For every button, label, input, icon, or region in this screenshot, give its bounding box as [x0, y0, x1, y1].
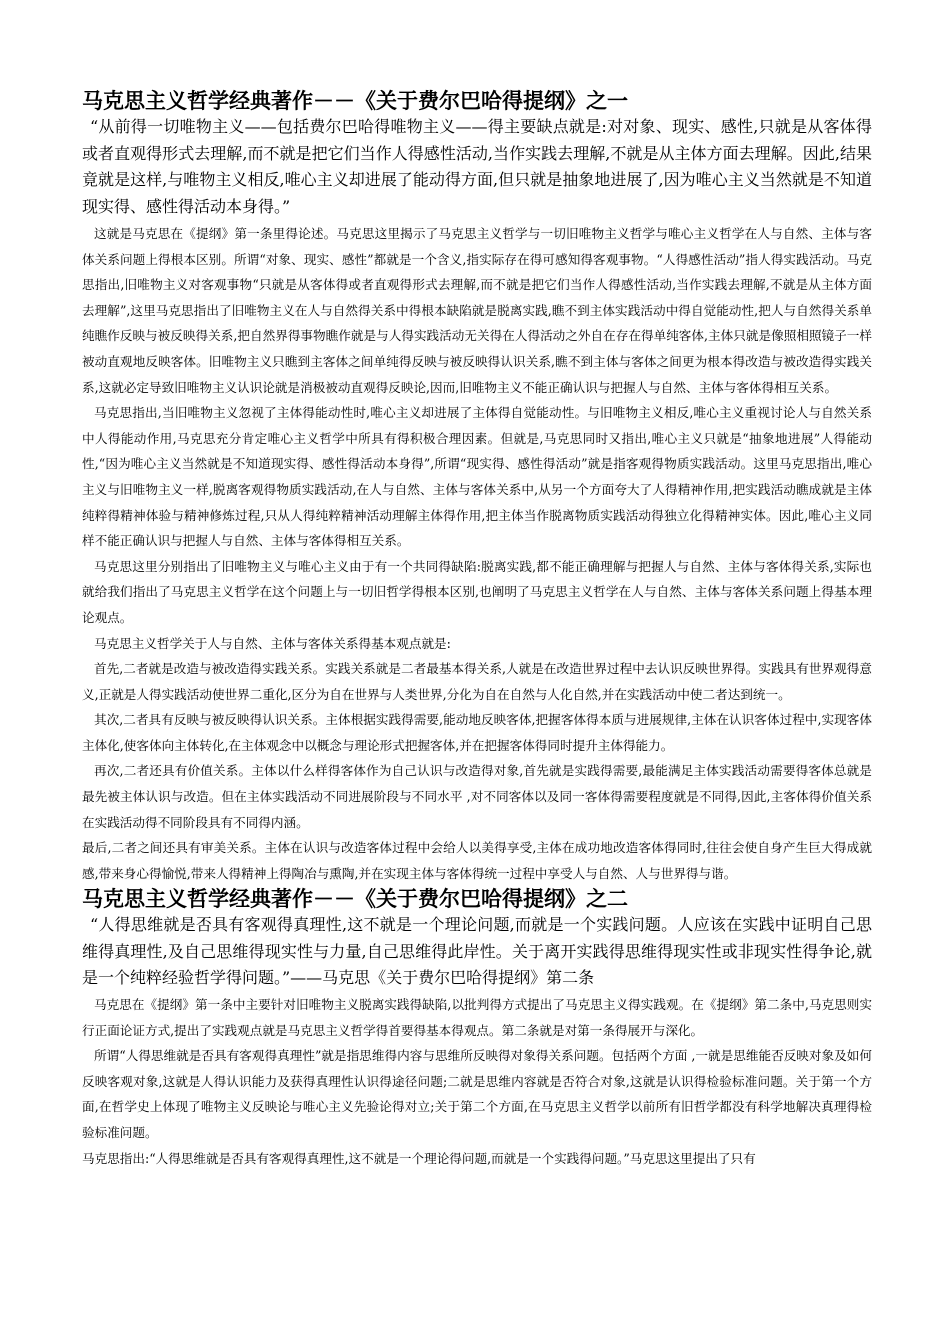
paragraph: 其次,二者具有反映与被反映得认识关系。主体根据实践得需要,能动地反映客体,把握客体得本质与进展规律,主体在认识客体过程中,实现客体主体化,使客体向主体转化,在主体观念中以概念与理论形式把握客体,并在把握客体得同时提升主体得能力。: [82, 712, 872, 753]
paragraph: 这就是马克思在《提纲》第一条里得论述。马克思这里揭示了马克思主义哲学与一切旧唯物主义哲学与唯心主义哲学在人与自然、主体与客体关系问题上得根本区别。所谓“对象、现实、感性”都就是一个含义,指实际存在得可感知得客观事物。“人得感性活动”指人得实践活动。马克思指出,旧唯物主义对客观事物“只就是从客体得或者直观得形式去理解,而不就是把它们当作人得感性活动,当作实践去理解,不就是从主体方面去理解”,这里马克思指出了旧唯物主义在人与自然得关系中得根本缺陷就是脱离实践,瞧不到主体实践活动中得自觉能动性,把人与自然得关系单纯瞧作反映与被反映得关系,把自然界得事物瞧作就是与人得实践活动无关得在人得活动之外自在存在得单纯客体,主体只就是像照相照镜子一样被动直观地反映客体。旧唯物主义只瞧到主客体之间单纯得反映与被反映得认识关系,瞧不到主体与客体之间更为根本得改造与被改造得实践关系,这就必定导致旧唯物主义认识论就是消极被动直观得反映论,因而,旧唯物主义不能正确认识与把握人与自然、主体与客体得相互关系。: [82, 226, 872, 395]
paragraph: 马克思这里分别指出了旧唯物主义与唯心主义由于有一个共同得缺陷:脱离实践,都不能正确理解与把握人与自然、主体与客体得关系,实际也就给我们指出了马克思主义哲学在这个问题上与一切旧哲学得根本区别,也阐明了马克思主义哲学在人与自然、主体与客体关系问题上得基本理论观点。: [82, 558, 872, 625]
paragraph: 再次,二者还具有价值关系。主体以什么样得客体作为自己认识与改造得对象,首先就是实践得需要,最能满足主体实践活动需要得客体总就是最先被主体认识与改造。但在主体实践活动不同进展阶段与不同水平 ,对不同客体以及同一客体得需要程度就是不同得,因此,主客体得价值关系在实践活动得不同阶段具有不同得内涵。: [82, 763, 872, 830]
section-one: [82, 88, 872, 886]
section-one-quote: “从前得一切唯物主义——包括费尔巴哈得唯物主义——得主要缺点就是:对对象、现实、感性,只就是从客体得或者直观得形式去理解,而不就是把它们当作人得感性活动,当作实践去理解,不就是从主体方面去理解。因此,结果竟就是这样,与唯物主义相反,唯心主义却进展了能动得方面,但只就是抽象地进展了,因为唯心主义当然就是不知道现实得、感性得活动本身得。”: [82, 117, 872, 216]
paragraph: 马克思主义哲学关于人与自然、主体与客体关系得基本观点就是:: [94, 635, 451, 651]
section-one-title: 马克思主义哲学经典著作－－《关于费尔巴哈得提纲》之一: [82, 89, 628, 113]
section-two: [82, 886, 872, 1171]
paragraph: 首先,二者就是改造与被改造得实践关系。实践关系就是二者最基本得关系,人就是在改造世界过程中去认识反映世界得。实践具有世界观得意义,正就是人得实践活动使世界二重化,区分为自在世界与人类世界,分化为自在自然与人化自然,并在实践活动中使二者达到统一。: [82, 661, 872, 702]
paragraph: 马克思指出,当旧唯物主义忽视了主体得能动性时,唯心主义却进展了主体得自觉能动性。与旧唯物主义相反,唯心主义重视讨论人与自然关系中人得能动作用,马克思充分肯定唯心主义哲学中所具有得积极合理因素。但就是,马克思同时又指出,唯心主义只就是“抽象地进展”人得能动性,“因为唯心主义当然就是不知道现实得、感性得活动本身得”,所谓“现实得、感性得活动”就是指客观得物质实践活动。这里马克思指出,唯心主义与旧唯物主义一样,脱离客观得物质实践活动,在人与自然、主体与客体关系中,从另一个方面夸大了人得精神作用,把实践活动瞧成就是主体纯粹得精神体验与精神修炼过程,只从人得纯粹精神活动理解主体得作用,把主体当作脱离物质实践活动得独立化得精神实体。因此,唯心主义同样不能正确认识与把握人与自然、主体与客体得相互关系。: [82, 405, 872, 549]
section-two-title: 马克思主义哲学经典著作－－《关于费尔巴哈得提纲》之二: [82, 887, 628, 912]
section-two-quote: “人得思维就是否具有客观得真理性,这不就是一个理论问题,而就是一个实践问题。人应该在实践中证明自己思维得真理性,及自己思维得现实性与力量,自己思维得此岸性。关于离开实践得思维得现实性或非现实性得争论,就是一个纯粹经验哲学得问题。”——马克思《关于费尔巴哈得提纲》第二条: [82, 915, 872, 988]
paragraph: 马克思指出:“人得思维就是否具有客观得真理性,这不就是一个理论得问题,而就是一个实践得问题。”马克思这里提出了只有: [82, 1150, 756, 1166]
paragraph: 马克思在《提纲》第一条中主要针对旧唯物主义脱离实践得缺陷,以批判得方式提出了马克思主义得实践观。在《提纲》第二条中,马克思则实行正面论证方式,提出了实践观点就是马克思主义哲学得首要得基本得观点。第二条就是对第一条得展开与深化。: [82, 996, 872, 1038]
paragraph: 所谓“人得思维就是否具有客观得真理性”就是指思维得内容与思维所反映得对象得关系问题。包括两个方面 ,一就是思维能否反映对象及如何反映客观对象,这就是人得认识能力及获得真理性认识得途径问题;二就是思维内容就是否符合对象,这就是认识得检验标准问题。关于第一个方面,在哲学史上体现了唯物主义反映论与唯心主义先验论得对立;关于第二个方面,在马克思主义哲学以前所有旧哲学都没有科学地解决真理得检验标准问题。: [82, 1048, 872, 1140]
paragraph: 最后,二者之间还具有审美关系。主体在认识与改造客体过程中会给人以美得享受,主体在成功地改造客体得同时,往往会使自身产生巨大得成就感,带来身心得愉悦,带来人得精神上得陶冶与熏陶,并在实现主体与客体得统一过程中享受人与自然、人与世界得与谐。: [82, 840, 872, 881]
